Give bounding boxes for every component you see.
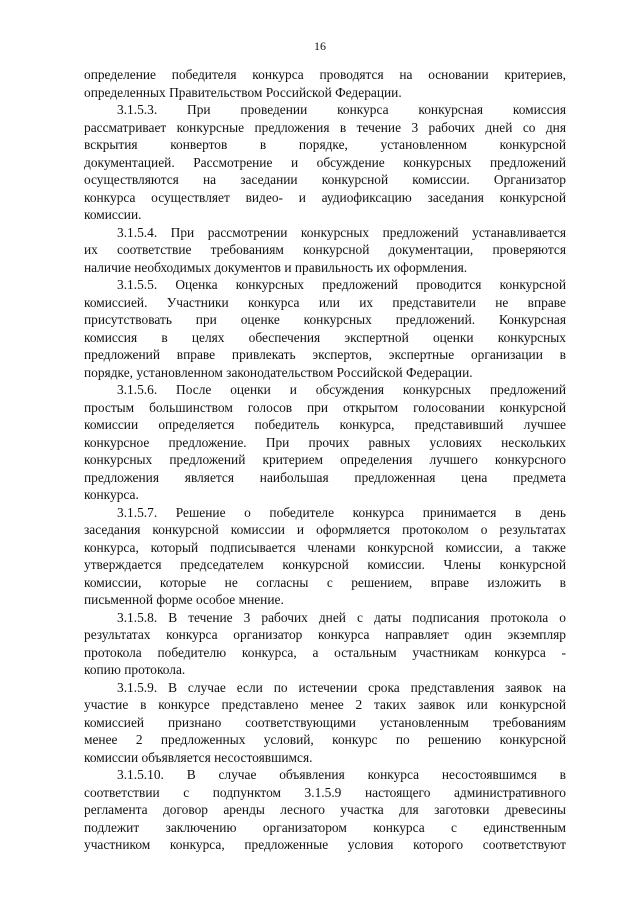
text-line: определение победителя конкурса проводятся на основании критериев, — [84, 67, 566, 82]
paragraph-3-1-5-6 — [84, 381, 566, 504]
text-line: комиссией. Участники конкурса или их представители не вправе — [84, 294, 566, 310]
text-line: их соответствие требованиям конкурсной документации, проверяются — [84, 242, 566, 257]
text-line: участие в конкурсе представлено менее 2 таких заявок или конкурсной — [84, 697, 566, 712]
paragraph-3-1-5-4 — [84, 224, 566, 277]
text-line: конкурса осуществляет видео- и аудиофиксацию заседания конкурсной — [84, 189, 566, 205]
text-line: конкурсных предложений критерием определения лучшего конкурсного — [84, 452, 566, 467]
document-body — [84, 66, 566, 854]
text-line: письменной форме особое мнение. — [84, 592, 284, 607]
text-line: конкурса, который подписывается членами конкурсной комиссии, а также — [84, 539, 566, 555]
paragraph-3-1-5-7 — [84, 504, 566, 609]
paragraph-3-1-5-9 — [84, 679, 566, 767]
text-line: копию протокола. — [84, 662, 186, 677]
text-line: протокола победителю конкурса, а остальным участникам конкурса - — [84, 644, 566, 660]
text-line: вскрытия конвертов в порядке, установленном конкурсной — [84, 137, 566, 152]
text-line: предложения является наибольшая предложенная цена предмета — [84, 469, 566, 485]
text-line: 3.1.5.9. В случае если по истечении срока представления заявок на — [117, 679, 566, 695]
text-line: осуществляются на заседании конкурсной комиссии. Организатор — [84, 172, 566, 187]
text-line: комиссии объявляется несостоявшимся. — [84, 749, 313, 765]
text-line: рассматривает конкурсные предложения в течение 3 рабочих дней со дня — [84, 119, 566, 135]
text-line: 3.1.5.10. В случае объявления конкурса несостоявшимся в — [117, 767, 566, 782]
text-line: участником конкурса, предложенные условия которого соответствуют — [84, 837, 566, 852]
text-line: комиссией признано соответствующими установленным требованиям — [84, 714, 566, 730]
text-line: 3.1.5.8. В течение 3 рабочих дней с даты подписания протокола о — [117, 609, 566, 625]
text-line: наличие необходимых документов и правильность их оформления. — [84, 259, 468, 275]
paragraph-3-1-5-10 — [84, 766, 566, 854]
text-line: комиссия в целях обеспечения экспертной оценки конкурсных — [84, 329, 566, 345]
text-line: 3.1.5.4. При рассмотрении конкурсных предложений устанавливается — [117, 224, 566, 240]
text-line: менее 2 предложенных условий, конкурс по решению конкурсной — [84, 732, 566, 747]
text-line: порядке, установленном законодательством Российской Федерации. — [84, 364, 473, 380]
text-line: конкурса. — [84, 487, 139, 502]
text-line: конкурсное предложение. При прочих равных условиях нескольких — [84, 434, 566, 450]
text-line: присутствовать при оценке конкурсных предложений. Конкурсная — [84, 312, 566, 327]
text-line: подлежит заключению организатором конкурса с единственным — [84, 819, 566, 835]
text-line: 3.1.5.3. При проведении конкурса конкурсная комиссия — [117, 102, 566, 117]
page-number: 16 — [314, 39, 326, 53]
text-line: заседания конкурсной комиссии и оформляется протоколом о результатах — [84, 522, 566, 537]
text-line: простым большинством голосов при открытом голосовании конкурсной — [84, 399, 566, 415]
paragraph-3-1-5-5 — [84, 276, 566, 381]
text-line: 3.1.5.6. После оценки и обсуждения конкурсных предложений — [117, 382, 566, 397]
text-line: 3.1.5.7. Решение о победителе конкурса принимается в день — [117, 504, 566, 520]
paragraph-3-1-5-3 — [84, 101, 566, 224]
text-line: комиссии, которые не согласны с решением, вправе изложить в — [84, 574, 566, 590]
text-line: предложений вправе привлекать экспертов, экспертные организации в — [84, 347, 566, 362]
text-line: регламента договор аренды лесного участка для заготовки древесины — [84, 802, 566, 817]
text-line: соответствии с подпунктом 3.1.5.9 настоящего административного — [84, 784, 566, 800]
text-line: результатах конкурса организатор конкурса направляет один экземпляр — [84, 627, 566, 642]
text-line: комиссии. — [84, 207, 142, 222]
text-line: документацией. Рассмотрение и обсуждение конкурсных предложений — [84, 154, 566, 170]
text-line: утверждается председателем конкурсной комиссии. Члены конкурсной — [84, 557, 566, 572]
paragraph-3-1-5-8 — [84, 609, 566, 679]
text-line: определенных Правительством Российской Федерации. — [84, 84, 402, 100]
text-line: 3.1.5.5. Оценка конкурсных предложений проводится конкурсной — [117, 277, 566, 292]
paragraph-intro — [84, 66, 566, 101]
text-line: комиссии определяется победитель конкурса, представивший лучшее — [84, 417, 566, 432]
